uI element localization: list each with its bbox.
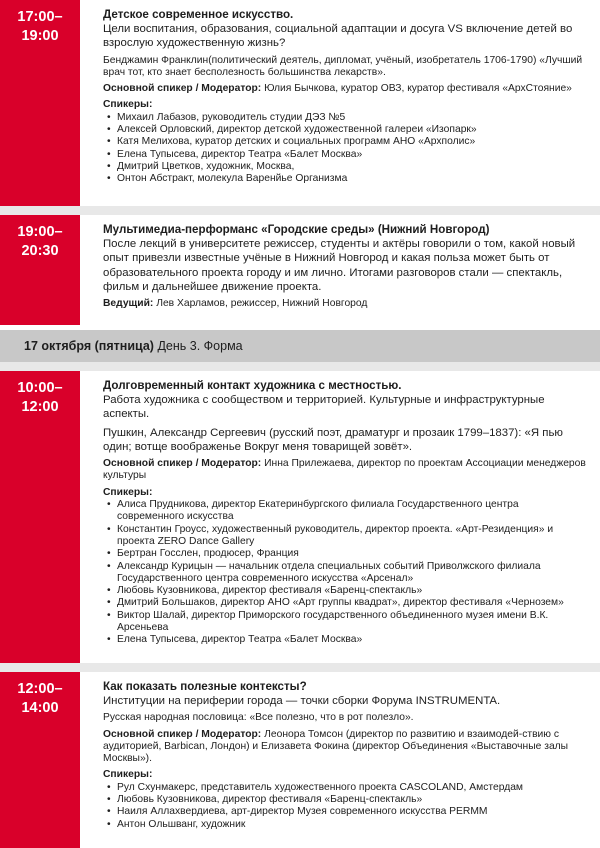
time-end: 19:00 (21, 28, 59, 44)
speaker-item: • Дмитрий Цветков, художник, Москва, (107, 161, 587, 173)
speakers-label: Спикеры: (103, 486, 153, 498)
speaker-item: • Виктор Шалай, директор Приморского государственного объединенного музея имени В.К. Арсеньева (107, 610, 587, 635)
moderator (103, 83, 587, 95)
speaker-item: • Елена Тупысева, директор Театра «Балет Москва» (107, 149, 587, 161)
day-title (24, 338, 243, 354)
session-2 (0, 215, 600, 325)
host-label: Ведущий: (103, 298, 154, 310)
moderator-text: Леонора Томсон (директор по развитию и взаимодей-ствию с аудиторией, Barbican, Лондон) и Елизавета Фокина (директор Объединения «Выставочные залы Москвы»). (103, 728, 569, 765)
session-quote: Русская народная пословица: «Все полезно, что в рот полезло». (103, 712, 414, 724)
speaker-item: • Антон Ольшванг, художник (107, 819, 587, 831)
speaker-item: • Наиля Аллахвердиева, арт-директор Музея современного искусства PERMM (107, 806, 587, 818)
session-4 (0, 672, 600, 848)
time-start: 10:00– (17, 380, 63, 396)
speaker-item: • Рул Схунмакерс, представитель художественного проекта CASCOLAND, Амстердам (107, 782, 587, 794)
session-3 (0, 371, 600, 663)
day-label: День 3. Форма (157, 339, 243, 353)
host-text: Лев Харламов, режиссер, Нижний Новгород (156, 298, 368, 310)
speakers-label: Спикеры: (103, 99, 153, 111)
session-title: Детское современное искусство. (103, 8, 294, 21)
time-end: 12:00 (21, 399, 59, 415)
time-end: 20:30 (21, 243, 59, 259)
day-date: 17 октября (пятница) (24, 339, 154, 353)
speaker-item: • Катя Мелихова, куратор детских и социальных программ АНО «Архполис» (107, 136, 587, 148)
session-body (103, 680, 587, 831)
session-lead: Цели воспитания, образования, социальной адаптации и досуга VS включение детей во взрослую художественную жизнь? (103, 23, 573, 50)
session-body (103, 8, 587, 186)
session-quote: Пушкин, Александр Сергеевич (русский поэт, драматург и прозаик 1799–1837): «Я пью один; вотще воображенье Вокруг меня товарищей зовёт». (103, 426, 563, 453)
time-start: 17:00– (17, 9, 63, 25)
divider (0, 362, 600, 371)
speaker-item: • Михаил Лабазов, руководитель студии ДЭЗ №5 (107, 112, 587, 124)
session-lead: После лекций в университете режиссер, студенты и актёры говорили о том, какой новый опыт привезли известные учёные в Нижний Новгород и какая польза может быть от образовательного проекта городу и им лично. Итогами разговоров стали — спектакль, фильм и дальнейшее движение проекта. (103, 238, 576, 293)
day-header (0, 330, 600, 362)
session-time (0, 379, 80, 417)
session-title: Мультимедиа-перформанс «Городские среды» (Нижний Новгород) (103, 223, 490, 236)
divider (0, 206, 600, 215)
speaker-item: • Любовь Кузовникова, директор фестиваля «Баренц-спектакль» (107, 585, 587, 597)
speakers-list (103, 499, 587, 647)
session-body (103, 223, 587, 310)
session-lead: Институции на периферии города — точки сборки Форума INSTRUMENTA. (103, 695, 501, 707)
moderator-text: Юлия Бычкова, куратор ОВЗ, куратор фестиваля «АрхСтояние» (264, 83, 572, 95)
speaker-item: • Бертран Госслен, продюсер, Франция (107, 548, 587, 560)
speaker-item: • Константин Гроусс, художественный руководитель, директор проекта. «Арт-Резиденция» и проекта ZERO Dance Gallery (107, 524, 587, 549)
moderator-text: Инна Прилежаева, директор по проектам Ассоциации менеджеров культуры (103, 458, 586, 482)
speaker-item: • Онтон Абстракт, молекула Варенйье Организма (107, 173, 587, 185)
time-end: 14:00 (21, 700, 59, 716)
session-quote: Бенджамин Франклин(политический деятель, дипломат, учёный, изобретатель 1706-1790) «Лучший врач тот, кто знает бесполезность большинства лекарств». (103, 54, 583, 78)
speakers-list (103, 112, 587, 186)
moderator-label: Основной спикер / Модератор: (103, 458, 262, 470)
moderator (103, 729, 587, 766)
session-lead: Работа художника с сообществом и территорией. Культурные и инфраструктурные аспекты. (103, 394, 545, 421)
session-time (0, 8, 80, 46)
speaker-item: • Любовь Кузовникова, директор фестиваля «Баренц-спектакль» (107, 794, 587, 806)
session-1 (0, 0, 600, 206)
moderator (103, 458, 587, 483)
speaker-item: • Алексей Орловский, директор детской художественной галереи «Изопарк» (107, 124, 587, 136)
moderator-label: Основной спикер / Модератор: (103, 83, 262, 95)
time-start: 12:00– (17, 681, 63, 697)
time-start: 19:00– (17, 224, 63, 240)
speakers-label: Спикеры: (103, 769, 153, 781)
session-time (0, 223, 80, 261)
speaker-item: • Алиса Прудникова, директор Екатеринбургского филиала Государственного центра современного искусства (107, 499, 587, 524)
moderator-label: Основной спикер / Модератор: (103, 728, 262, 740)
session-body (103, 379, 587, 647)
speaker-item: • Дмитрий Большаков, директор АНО «Арт группы квадрат», директор фестиваля «Чернозем» (107, 597, 587, 609)
speaker-item: • Елена Тупысева, директор Театра «Балет Москва» (107, 634, 587, 646)
divider (0, 663, 600, 672)
speaker-item: • Александр Курицын — начальник отдела специальных событий Приволжского филиала Государственного центра современного искусства «Арсенал» (107, 561, 587, 586)
session-title: Долговременный контакт художника с местностью. (103, 379, 402, 392)
session-title: Как показать полезные контексты? (103, 680, 307, 693)
session-time (0, 680, 80, 718)
host (103, 298, 587, 310)
speakers-list (103, 782, 587, 831)
